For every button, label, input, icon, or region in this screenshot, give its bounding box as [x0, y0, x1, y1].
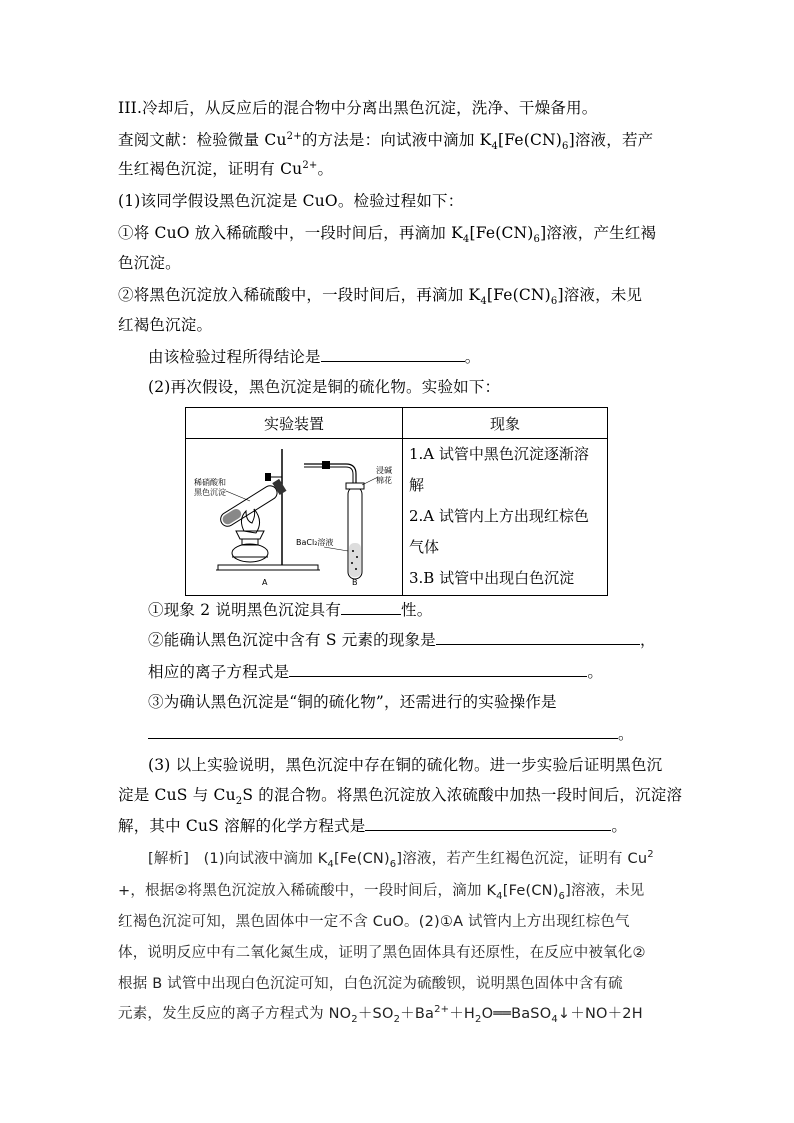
- literature-line: 查阅文献：检验微量 $Cu^{2+}$的方法是：向试液中滴加 $K_4[Fe(CN)_6]$溶液，若产: [118, 130, 654, 153]
- answer-blank[interactable]: [365, 814, 611, 831]
- hypothesis-2: (2)再次假设，黑色沉淀是铜的硫化物。实验如下：: [148, 378, 501, 396]
- obs-1b: 解: [409, 476, 425, 494]
- apparatus-header: 实验装置: [186, 408, 403, 439]
- answer-blank[interactable]: [148, 722, 618, 739]
- question-3: ③为确认黑色沉淀是“铜的硫化物”，还需进行的实验操作是: [148, 693, 557, 711]
- acid-label-2: 黑色沉淀: [194, 488, 226, 497]
- obs-3: 3.B 试管中出现白色沉淀: [409, 569, 575, 587]
- answer-blank[interactable]: [341, 598, 401, 615]
- bacl2-label: BaCl₂溶液: [296, 538, 334, 547]
- obs-2a: 2.A 试管内上方出现红棕色: [409, 507, 589, 525]
- question-2: ②能确认黑色沉淀中含有 S 元素的现象是 ，: [148, 628, 708, 651]
- apparatus-diagram: [186, 439, 402, 591]
- answer-blank[interactable]: [321, 345, 465, 362]
- experiment-table: [185, 407, 608, 596]
- cotton-label-1: 浸碱: [376, 466, 392, 475]
- analysis-line-2: +，根据②将黑色沉淀放入稀硫酸中，一段时间后，滴加 $K_4[Fe(CN)_6]$溶液，未见: [118, 883, 645, 902]
- question-3-answer: 。: [148, 722, 708, 745]
- obs-2b: 气体: [409, 538, 440, 556]
- question-2b: 相应的离子方程式是 。: [148, 660, 708, 683]
- analysis-line-3: 红褐色沉淀可知，黑色固体中一定不含 CuO。(2)①A 试管内上方出现红棕色气: [118, 914, 630, 930]
- literature-line-2: 生红褐色沉淀，证明有 $Cu^{2+}$。: [118, 159, 334, 178]
- question-1: ①现象 2 说明黑色沉淀具有 性。: [148, 598, 708, 621]
- step-1-line: ①将 CuO 放入稀硫酸中，一段时间后，再滴加 $K_4[Fe(CN)_6]$溶液，产生红褐: [118, 224, 657, 246]
- apparatus-cell: [186, 439, 403, 596]
- analysis-line-1: [解析] (1)向试液中滴加 $K_4[Fe(CN)_6]$溶液，若产生红褐色沉淀，证明有 Cu$^2$: [148, 849, 654, 870]
- hypothesis-1: (1)该同学假设黑色沉淀是 CuO。检验过程如下：: [118, 192, 464, 210]
- tube-b-label: B: [352, 578, 358, 587]
- obs-1a: 1.A 试管中黑色沉淀逐渐溶: [409, 445, 589, 463]
- part-3-line-2: 淀是 CuS 与 $Cu_2S$ 的混合物。将黑色沉淀放入浓硫酸中加热一段时间后，沉淀溶: [118, 786, 683, 808]
- conclusion-line: 由该检验过程所得结论是 。: [148, 345, 708, 368]
- tube-a-label: A: [262, 578, 268, 587]
- acid-label-1: 稀硝酸和: [194, 478, 226, 487]
- answer-blank[interactable]: [289, 660, 587, 677]
- analysis-tag: [解析]: [148, 851, 190, 867]
- analysis-line-4: 体，说明反应中有二氧化氮生成，证明了黑色固体具有还原性，在反应中被氧化②: [118, 945, 646, 961]
- answer-blank[interactable]: [436, 628, 640, 645]
- phenomena-cell: [403, 439, 608, 596]
- cotton-label-2: 棉花: [376, 476, 392, 485]
- phenomenon-header: 现象: [403, 408, 608, 439]
- step-2-line-2: 红褐色沉淀。: [118, 316, 213, 334]
- analysis-line-6: 元素，发生反应的离子方程式为 $NO_2+SO_2+Ba^{2+}+H_2O══BaSO_4↓+NO+2H$: [118, 1004, 643, 1025]
- analysis-line-5: 根据 B 试管中出现白色沉淀可知，白色沉淀为硫酸钡，说明黑色固体中含有硫: [118, 976, 623, 992]
- step-1-line-2: 色沉淀。: [118, 254, 181, 272]
- step-iii-line: III.冷却后，从反应后的混合物中分离出黑色沉淀，洗净、干燥备用。: [118, 99, 598, 117]
- step-2-line: ②将黑色沉淀放入稀硫酸中，一段时间后，再滴加 $K_4[Fe(CN)_6]$溶液，未见: [118, 286, 643, 308]
- part-3-line-3: 解，其中 CuS 溶解的化学方程式是 。: [118, 814, 678, 837]
- part-3-line-1: (3) 以上实验说明，黑色沉淀中存在铜的硫化物。进一步实验后证明黑色沉: [148, 756, 663, 774]
